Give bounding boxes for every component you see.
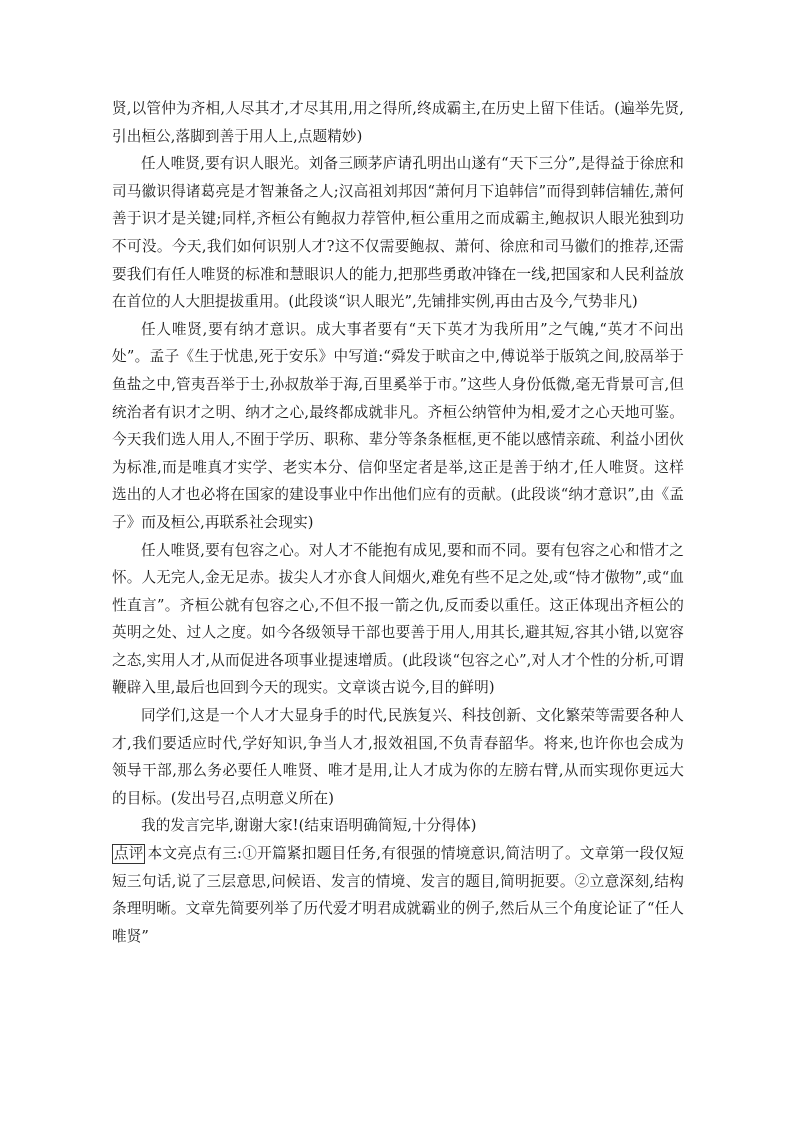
paragraph-call-to-action: 同学们,这是一个人才大显身手的时代,民族复兴、科技创新、文化繁荣等需要各种人才,我们要适应时代,学好知识,争当人才,报效祖国,不负青春韶华。将来,也许你也会成为领导干部,那么务必要任人唯贤、唯才是用,让人才成为你的左膀右臂,从而实现你更远大的目标。(发出号召,点明意义所在)	[112, 707, 684, 807]
review-paragraph	[112, 840, 684, 950]
essay-body	[112, 95, 684, 950]
paragraph-talent-recognition: 任人唯贤,要有识人眼光。刘备三顾茅庐请孔明出山遂有“天下三分”,是得益于徐庶和司马徽识得诸葛亮是才智兼备之人;汉高祖刘邦因“萧何月下追韩信”而得到韩信辅佐,萧何善于识才是关键;同样,齐桓公有鲍叔力荐管仲,桓公重用之而成霸主,鲍叔识人眼光独到功不可没。今天,我们如何识别人才?这不仅需要鲍叔、萧何、徐庶和司马徽们的推荐,还需要我们有任人唯贤的标准和慧眼识人的能力,把那些勇敢冲锋在一线,把国家和人民利益放在首位的人大胆提拔重用。(此段谈“识人眼光”,先铺排实例,再由古及今,气势非凡)	[112, 155, 684, 311]
review-text: 本文亮点有三:①开篇紧扣题目任务,有很强的情境意识,简洁明了。文章第一段仅短短三句话,说了三层意思,问候语、发言的情境、发言的题目,简明扼要。②立意深刻,结构条理明晰。文章先简要列举了历代爱才明君成就霸业的例子,然后从三个角度论证了“任人唯贤”	[112, 845, 684, 945]
paragraph-talent-recruitment: 任人唯贤,要有纳才意识。成大事者要有“天下英才为我所用”之气魄,“英才不问出处”。孟子《生于忧患,死于安乐》中写道:“舜发于畎亩之中,傅说举于版筑之间,胶鬲举于鱼盐之中,管夷吾举于士,孙叔敖举于海,百里奚举于市。”这些人身份低微,毫无背景可言,但统治者有识才之明、纳才之心,最终都成就非凡。齐桓公纳管仲为相,爱才之心天地可鉴。今天我们选人用人,不囿于学历、职称、辈分等条条框框,更不能以感情亲疏、利益小团伙为标准,而是唯真才实学、老实本分、信仰坚定者是举,这正是善于纳才,任人唯贤。这样选出的人才也必将在国家的建设事业中作出他们应有的贡献。(此段谈“纳才意识”,由《孟子》而及桓公,再联系社会现实)	[112, 320, 684, 531]
paragraph-tolerance: 任人唯贤,要有包容之心。对人才不能抱有成见,要和而不同。要有包容之心和惜才之怀。人无完人,金无足赤。拔尖人才亦食人间烟火,难免有些不足之处,或“恃才傲物”,或“血性直言”。齐桓公就有包容之心,不但不报一箭之仇,反而委以重任。这正体现出齐桓公的英明之处、过人之度。如今各级领导干部也要善于用人,用其长,避其短,容其小错,以宽容之态,实用人才,从而促进各项事业提速增质。(此段谈“包容之心”,对人才个性的分析,可谓鞭辟入里,最后也回到今天的现实。文章谈古说今,目的鲜明)	[112, 541, 684, 697]
paragraph-closing: 我的发言完毕,谢谢大家!(结束语明确简短,十分得体)	[141, 817, 477, 835]
paragraph-intro-continuation: 贤,以管仲为齐相,人尽其才,才尽其用,用之得所,终成霸主,在历史上留下佳话。(遍举先贤,引出桓公,落脚到善于用人上,点题精妙)	[112, 100, 684, 145]
review-tag: 点评	[114, 845, 144, 863]
